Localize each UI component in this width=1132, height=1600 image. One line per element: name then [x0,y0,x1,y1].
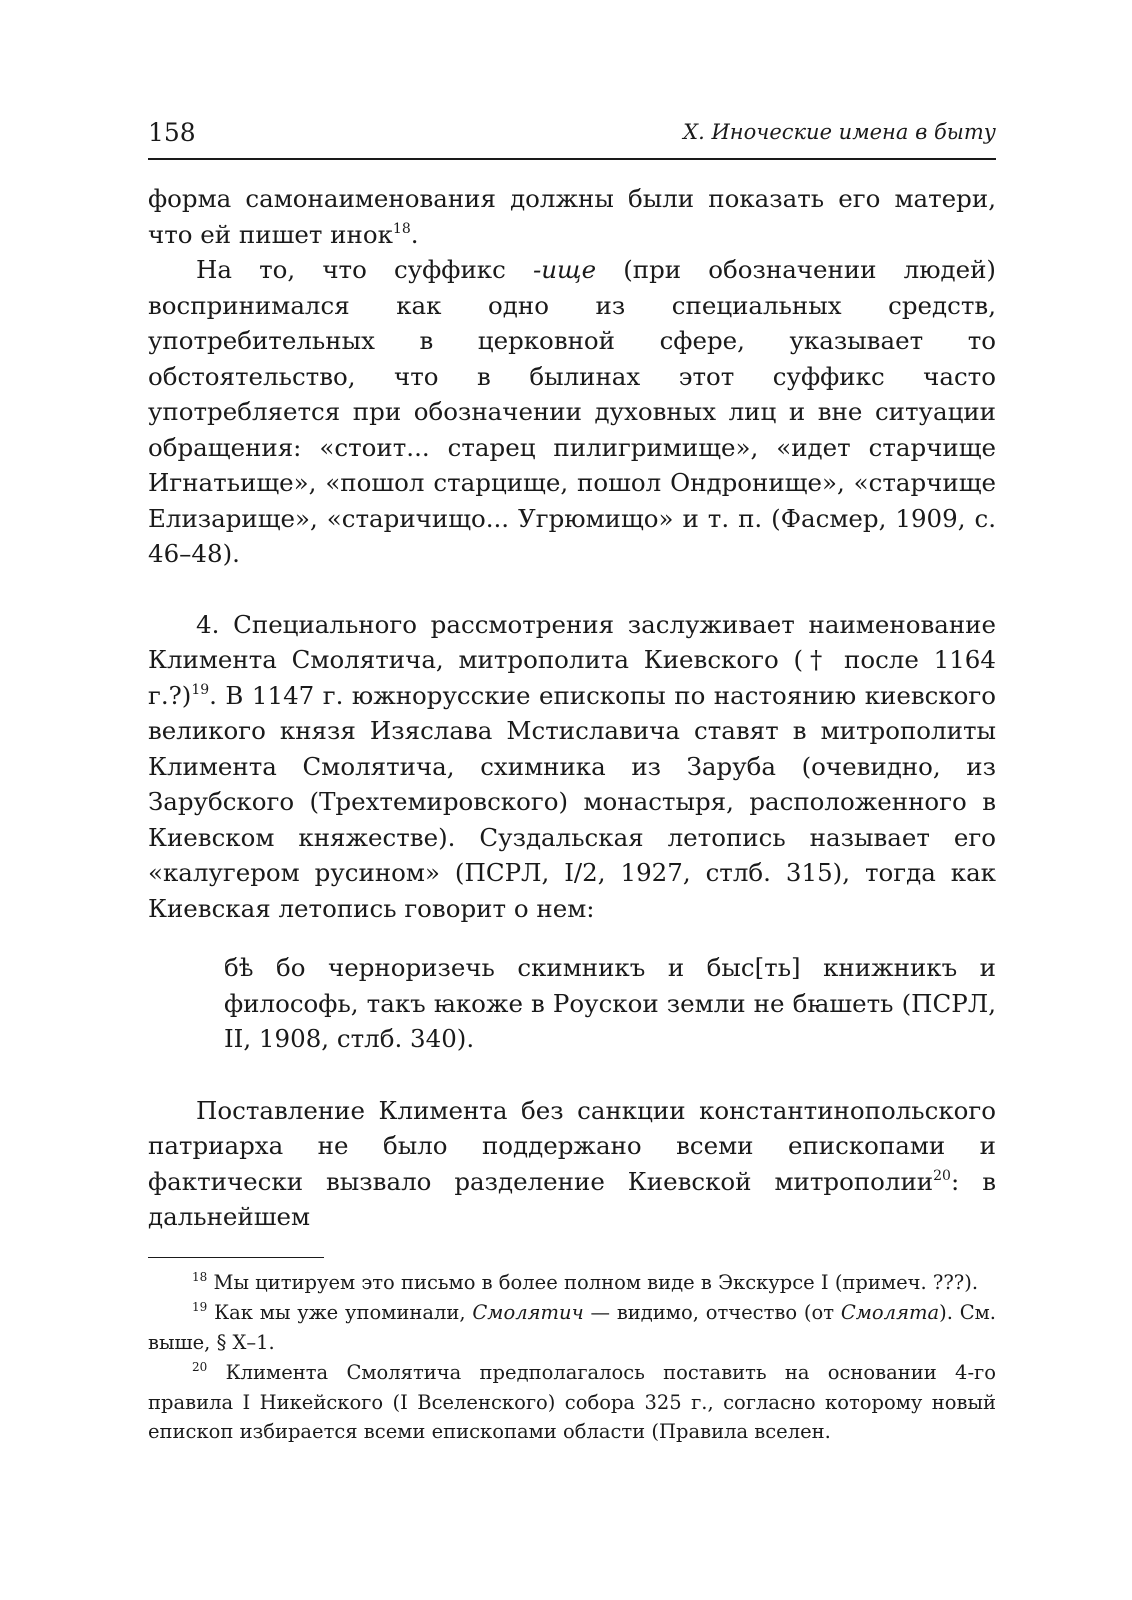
paragraph-continued: форма самонаименования должны были показать его матери, что ей пишет инок$^{18}$. [148,184,996,249]
block-quote: бѣ бо черноризечь скимникъ и быс[ть] книжникъ и философь, такъ ꙗкоже в Роускои земли не бꙗшеть (ПСРЛ, II, 1908, стлб. 340). [224,953,996,1053]
footnote-19: $^{19}$ Как мы уже упоминали, Смолятич — видимо, отчество (от Смолята). См. выше, § X–1. [148,1300,996,1354]
running-header [148,104,996,160]
page-number: 158 [148,118,196,147]
main-text [148,181,996,1235]
footnote-ref-18[interactable]: 18 [392,220,411,237]
emphasis-suffix: -ище [532,255,597,284]
footnotes [148,1268,996,1447]
footnote-ref-19[interactable]: 19 [191,681,210,698]
footnote-divider [148,1257,324,1258]
footnote-20: $^{20}$ Климента Смолятича предполагалось поставить на основании 4-го правила I Никейского (I Вселенского) собора 325 г., согласно которому новый епископ избирается всеми епископами области (Правила вселен. [148,1360,996,1443]
book-page [148,104,996,1448]
running-title: X. Иноческие имена в быту [683,120,996,144]
paragraph-after-quote: Поставление Климента без санкции константинопольского патриарха не было поддержано всеми епископами и фактически вызвало разделение Киевской митрополии$^{20}$: в дальнейшем [148,1095,996,1231]
paragraph-section-4: 4. Специального рассмотрения заслуживает наименование Климента Смолятича, митрополита Киевского († после 1164 г.?)$^{19}$. В 1147 г. южнорусские епископы по настоянию киевского великого князя Изяслава Мстиславича ставят в митрополиты Климента Смолятича, схимника из Заруба (очевидно, из Зарубского (Трехтемировского) монастыря, расположенного в Киевском княжестве). Суздальская летопись называет его «калугером русином» (ПСРЛ, I/2, 1927, стлб. 315), тогда как Киевская летопись говорит о нем: [148,609,996,923]
paragraph-suffix: На то, что суффикс -ище (при обозначении людей) воспринимался как одно из специальных средств, употребительных в церковной сфере, указывает то обстоятельство, что в былинах этот суффикс часто употребляется при обозначении духовных лиц и вне ситуации обращения: «стоит... старец пилигримище», «идет старчище Игнатьище», «пошол старцище, пошол Ондронище», «старчище Елизарище», «старичищо... Угрюмищо» и т. п. (Фасмер, 1909, с. 46–48). [148,255,996,568]
footnote-ref-20[interactable]: 20 [933,1167,951,1184]
footnote-18: $^{18}$ Мы цитируем это письмо в более полном виде в Экскурсе I (примеч. ???). [192,1269,979,1294]
